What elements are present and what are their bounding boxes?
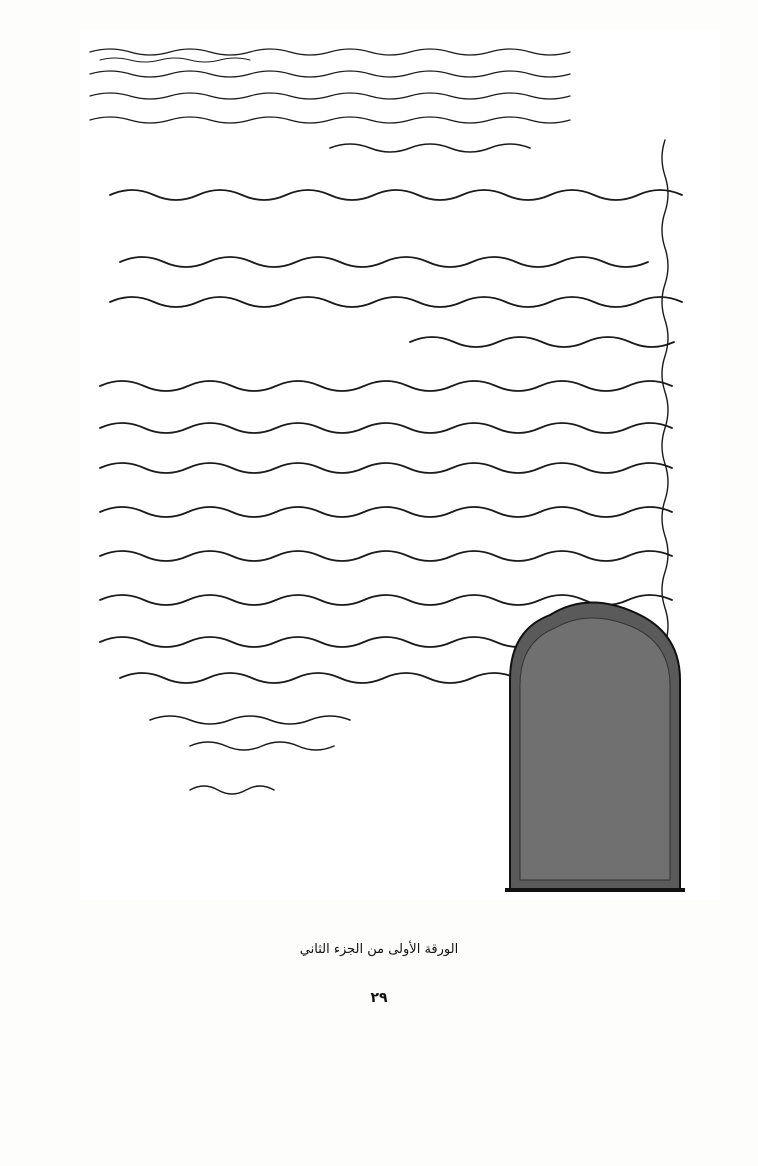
page-number: ٢٩ [370,990,388,1006]
page-caption: الورقة الأولى من الجزء الثاني [299,942,459,957]
seal-stamp-icon [505,603,685,891]
manuscript-scan [80,30,720,900]
